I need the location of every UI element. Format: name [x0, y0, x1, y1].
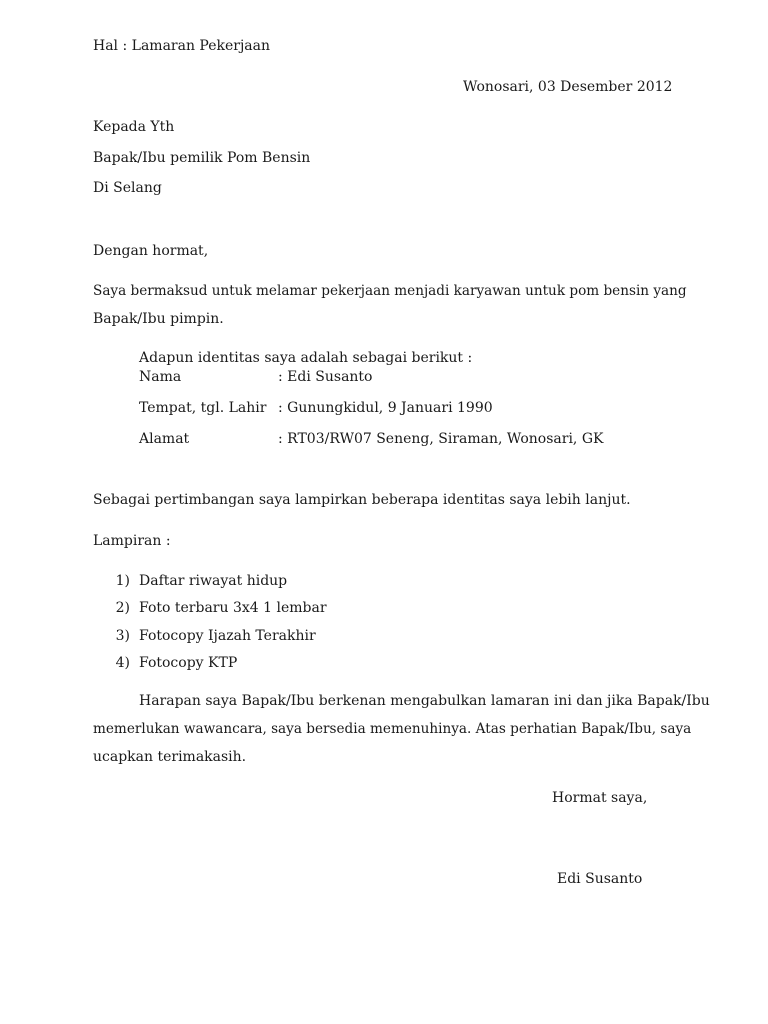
closing-line-3: ucapkan terimakasih. [93, 749, 247, 765]
attachment-item: Fotocopy KTP [139, 655, 238, 671]
attachment-item: Fotocopy Ijazah Terakhir [139, 628, 316, 644]
attachment-number: 4) [115, 655, 130, 671]
recipient-line-3: Di Selang [93, 180, 162, 196]
intro-line-1: Saya bermaksud untuk melamar pekerjaan menjadi karyawan untuk pom bensin yang [93, 283, 687, 299]
subject-line: Hal : Lamaran Pekerjaan [93, 38, 271, 54]
intro-line-2: Bapak/Ibu pimpin. [93, 311, 224, 327]
field-value-ttl: : Gunungkidul, 9 Januari 1990 [278, 400, 493, 416]
attachment-item: Foto terbaru 3x4 1 lembar [139, 600, 327, 616]
attachment-item: Daftar riwayat hidup [139, 573, 288, 589]
closing-line-2: memerlukan wawancara, saya bersedia memenuhinya. Atas perhatian Bapak/Ibu, saya [93, 721, 692, 737]
field-value-alamat: : RT03/RW07 Seneng, Siraman, Wonosari, GK [278, 431, 604, 447]
identity-heading: Adapun identitas saya adalah sebagai berikut : [139, 350, 473, 366]
field-label-ttl: Tempat, tgl. Lahir [139, 400, 267, 416]
field-value-nama: : Edi Susanto [278, 369, 373, 385]
closing-line-1: Harapan saya Bapak/Ibu berkenan mengabulkan lamaran ini dan jika Bapak/Ibu [139, 693, 710, 709]
recipient-line-1: Kepada Yth [93, 119, 175, 135]
signoff: Hormat saya, [552, 790, 648, 806]
field-label-nama: Nama [139, 369, 182, 385]
attachment-number: 1) [115, 573, 130, 589]
field-label-alamat: Alamat [139, 431, 190, 447]
place-date: Wonosari, 03 Desember 2012 [463, 79, 673, 95]
signature-name: Edi Susanto [557, 871, 643, 887]
attachment-number: 2) [115, 600, 130, 616]
recipient-line-2: Bapak/Ibu pemilik Pom Bensin [93, 150, 311, 166]
attachments-heading: Lampiran : [93, 533, 171, 549]
attachment-number: 3) [115, 628, 130, 644]
consideration-text: Sebagai pertimbangan saya lampirkan beberapa identitas saya lebih lanjut. [93, 492, 631, 508]
greeting: Dengan hormat, [93, 243, 209, 259]
